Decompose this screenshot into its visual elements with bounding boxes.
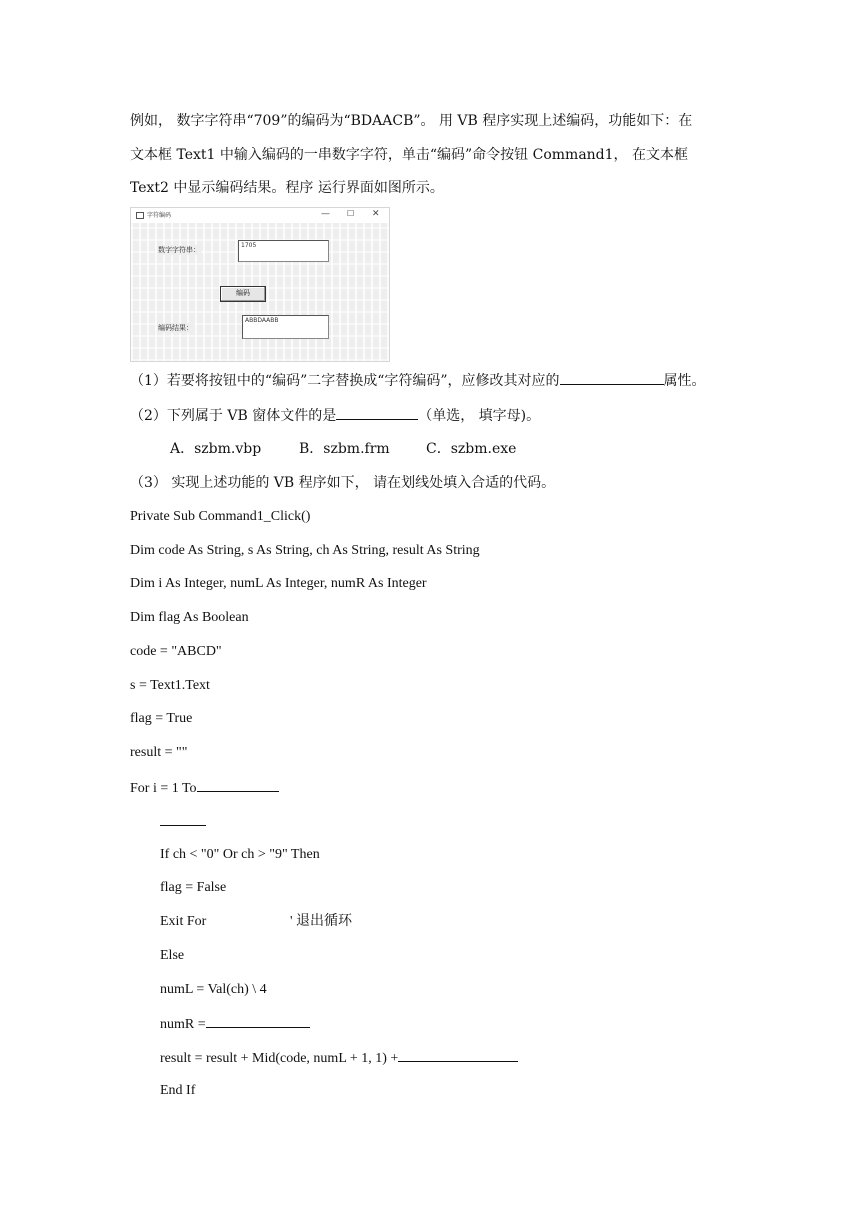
code-line-16 bbox=[160, 1013, 310, 1035]
q2-option-c: C．szbm.exe bbox=[426, 441, 517, 457]
code-line-11: If ch < "0" Or ch > "9" Then bbox=[160, 847, 320, 862]
question-2 bbox=[130, 405, 540, 426]
code-line-17 bbox=[160, 1047, 518, 1069]
code-line-5: code = "ABCD" bbox=[130, 644, 222, 659]
code-line-2: Dim code As String, s As String, ch As String, result As String bbox=[130, 543, 480, 558]
code-line-14: Else bbox=[160, 948, 185, 963]
code-line-9 bbox=[130, 777, 279, 799]
code-line-6: s = Text1.Text bbox=[130, 678, 210, 693]
window-title: 字符编码 bbox=[147, 212, 172, 219]
code-line-10 bbox=[160, 811, 206, 833]
vb-window-screenshot bbox=[130, 207, 390, 362]
question-1 bbox=[130, 370, 706, 391]
minimize-icon: — bbox=[321, 209, 330, 219]
code-line-3: Dim i As Integer, numL As Integer, numR As Integer bbox=[130, 576, 427, 591]
encode-button: 编码 bbox=[220, 286, 266, 302]
q1-suffix: 属性。 bbox=[663, 373, 706, 389]
label-output: 编码结果： bbox=[158, 324, 193, 332]
code-line-8: result = "" bbox=[130, 745, 188, 760]
numr-blank bbox=[206, 1013, 310, 1028]
maximize-icon: ☐ bbox=[347, 209, 355, 218]
form-body bbox=[131, 223, 389, 361]
label-input: 数字字符串： bbox=[158, 246, 200, 254]
q1-blank bbox=[560, 370, 664, 385]
close-icon: ✕ bbox=[372, 209, 380, 219]
q2-blank bbox=[336, 405, 418, 420]
text1-input: 1705 bbox=[238, 240, 329, 262]
question-3: （3） 实现上述功能的 VB 程序如下， 请在划线处填入合适的代码。 bbox=[130, 475, 556, 491]
result-blank bbox=[398, 1047, 518, 1062]
intro-line-3: Text2 中显示编码结果。程序 运行界面如图所示。 bbox=[130, 180, 444, 196]
code-line-4: Dim flag As Boolean bbox=[130, 610, 249, 625]
code-line-7: flag = True bbox=[130, 711, 193, 726]
q2-text: （2）下列属于 VB 窗体文件的是 bbox=[130, 408, 337, 424]
code-line-1: Private Sub Command1_Click() bbox=[130, 509, 311, 524]
text2-output: ABBDAABB bbox=[242, 315, 329, 339]
for-statement: For i = 1 To bbox=[130, 781, 197, 796]
intro-line-1: 例如， 数字字符串“709”的编码为“BDAACB”。 用 VB 程序实现上述编码，功能如下：在 bbox=[130, 113, 693, 129]
code-line-18: End If bbox=[160, 1083, 196, 1098]
code-line-15: numL = Val(ch) \ 4 bbox=[160, 982, 267, 997]
q2-suffix: （单选， 填字母)。 bbox=[418, 408, 541, 424]
q1-text: （1）若要将按钮中的“编码”二字替换成“字符编码”，应修改其对应的 bbox=[130, 373, 560, 389]
statement-blank bbox=[160, 811, 206, 826]
for-blank bbox=[197, 777, 279, 792]
code-comment: ' 退出循环 bbox=[290, 914, 353, 929]
q2-option-b: B．szbm.frm bbox=[299, 441, 390, 457]
result-statement: result = result + Mid(code, numL + 1, 1) + bbox=[160, 1051, 399, 1066]
intro-line-2: 文本框 Text1 中输入编码的一串数字字符，单击“编码”命令按钮 Command1， 在文本框 bbox=[130, 147, 689, 163]
q2-option-a: A．szbm.vbp bbox=[170, 441, 262, 457]
app-icon bbox=[136, 212, 144, 219]
window-titlebar bbox=[131, 208, 389, 223]
code-line-12: flag = False bbox=[160, 880, 227, 895]
code-line-13: Exit For bbox=[160, 914, 207, 929]
numr-statement: numR = bbox=[160, 1017, 206, 1032]
